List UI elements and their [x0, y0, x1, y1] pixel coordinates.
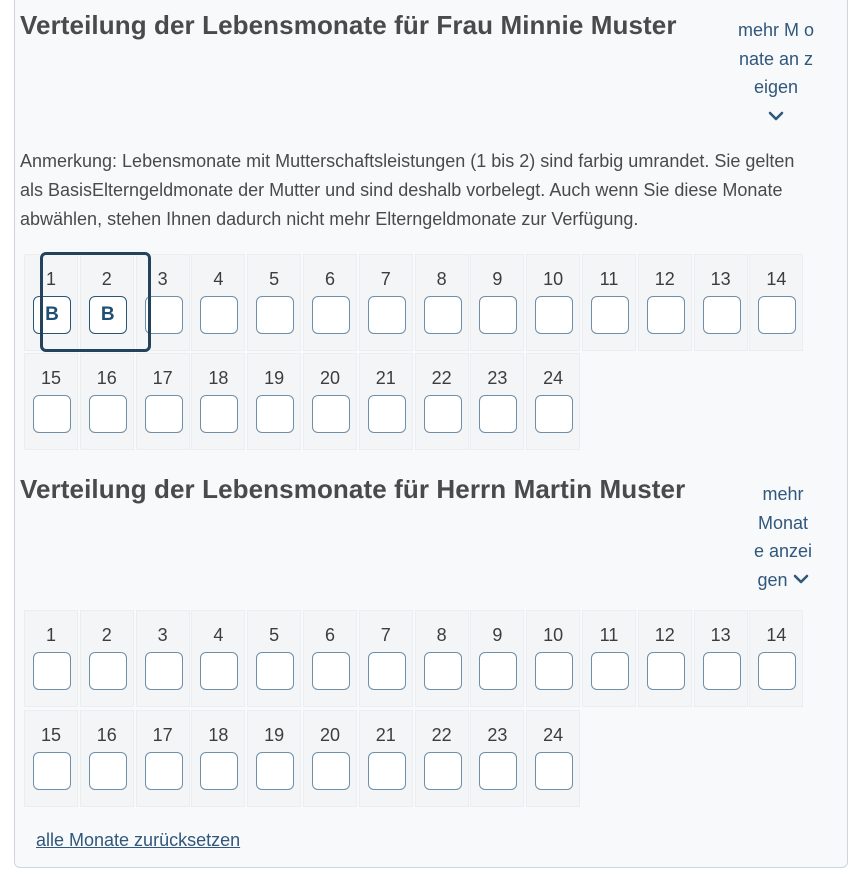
- mother-month-number: 4: [213, 269, 224, 289]
- father-month-cell: [80, 610, 134, 707]
- father-month-checkbox[interactable]: [535, 652, 573, 690]
- father-month-checkbox[interactable]: [479, 752, 517, 790]
- mother-month-number: 22: [431, 368, 452, 388]
- father-month-cell: [136, 710, 190, 807]
- father-month-number: 7: [380, 625, 391, 645]
- mother-month-cell: [80, 254, 134, 351]
- father-month-number: 11: [599, 625, 619, 645]
- father-month-checkbox[interactable]: [647, 652, 685, 690]
- father-month-number: 8: [436, 625, 447, 645]
- father-month-checkbox[interactable]: [33, 652, 71, 690]
- father-month-checkbox[interactable]: [591, 652, 629, 690]
- father-month-number: 4: [213, 625, 224, 645]
- father-month-cell: [136, 610, 190, 707]
- mother-month-cell: [24, 254, 78, 351]
- mother-month-cell: [749, 254, 803, 351]
- mother-month-number: 1: [45, 269, 56, 289]
- mother-month-number: 23: [487, 368, 508, 388]
- father-month-number: 20: [319, 725, 341, 745]
- father-month-cell: [359, 710, 413, 807]
- mother-month-checkbox[interactable]: [312, 395, 350, 433]
- mother-month-cell: [582, 254, 636, 351]
- father-month-cell: [303, 710, 357, 807]
- father-month-cell: [470, 610, 524, 707]
- father-month-cell: [470, 710, 524, 807]
- father-month-number: 14: [766, 625, 787, 645]
- father-month-number: 3: [157, 625, 168, 645]
- father-month-number: 9: [492, 625, 503, 645]
- mother-month-number: 6: [324, 269, 335, 289]
- father-month-checkbox[interactable]: [312, 752, 350, 790]
- mother-month-number: 8: [436, 269, 447, 289]
- father-month-cell: [415, 710, 469, 807]
- chevron-down-icon: [793, 573, 809, 585]
- mother-month-checkbox[interactable]: [479, 296, 517, 334]
- mother-month-cell: [359, 254, 413, 351]
- father-month-checkbox[interactable]: [479, 652, 517, 690]
- mother-month-number: 13: [710, 269, 731, 289]
- father-month-number: 22: [431, 725, 452, 745]
- father-month-cell: [526, 710, 580, 807]
- mother-month-cell: [303, 254, 357, 351]
- mother-month-number: 15: [40, 368, 62, 388]
- father-month-cell: [526, 610, 580, 707]
- father-month-number: 21: [375, 725, 396, 745]
- mother-month-cell: [80, 353, 134, 450]
- father-month-number: 24: [543, 725, 564, 745]
- mother-month-cell: [247, 353, 301, 450]
- mother-month-number: 7: [380, 269, 391, 289]
- father-month-checkbox[interactable]: [368, 652, 406, 690]
- mother-month-checkbox[interactable]: [89, 395, 127, 433]
- mother-month-cell: [415, 353, 469, 450]
- mother-month-checkbox[interactable]: [424, 296, 462, 334]
- father-month-checkbox[interactable]: [703, 652, 741, 690]
- mother-month-number: 20: [319, 368, 341, 388]
- father-month-checkbox[interactable]: [368, 752, 406, 790]
- mother-month-number: 10: [543, 269, 564, 289]
- mother-month-checkbox[interactable]: [535, 296, 573, 334]
- mother-month-cell: [247, 254, 301, 351]
- father-month-checkbox[interactable]: [145, 652, 183, 690]
- father-month-checkbox[interactable]: [312, 652, 350, 690]
- mother-month-checkbox[interactable]: [312, 296, 350, 334]
- mother-month-checkbox[interactable]: [424, 395, 462, 433]
- father-month-cell: [694, 610, 748, 707]
- father-month-cell: [638, 610, 692, 707]
- father-section-title: Verteilung der Lebensmonate für Herrn Martin Muster: [20, 474, 686, 504]
- mother-month-number: 17: [152, 368, 173, 388]
- father-month-checkbox[interactable]: [758, 652, 796, 690]
- father-more-months-toggle[interactable]: [738, 480, 828, 594]
- mother-month-checkbox[interactable]: [368, 395, 406, 433]
- father-month-cell: [80, 710, 134, 807]
- father-month-number: 18: [208, 725, 229, 745]
- father-month-number: 19: [264, 725, 285, 745]
- father-month-cell: [303, 610, 357, 707]
- reset-all-months-link[interactable]: alle Monate zurücksetzen: [36, 830, 241, 850]
- father-month-number: 5: [269, 625, 280, 645]
- father-more-months-text: mehr Monat e anzei gen: [753, 484, 813, 590]
- mother-month-cell: [136, 353, 190, 450]
- mother-month-number: 2: [101, 269, 112, 289]
- mother-month-checkbox[interactable]: [591, 296, 629, 334]
- father-month-number: 6: [324, 625, 335, 645]
- father-month-cell: [582, 610, 636, 707]
- father-month-cell: [191, 610, 245, 707]
- mother-month-number: 18: [208, 368, 229, 388]
- father-month-cell: [359, 610, 413, 707]
- mother-month-cell: [191, 254, 245, 351]
- father-month-checkbox[interactable]: [256, 652, 294, 690]
- mother-more-months-toggle[interactable]: [724, 16, 828, 130]
- father-month-cell: [247, 710, 301, 807]
- father-month-checkbox[interactable]: [424, 752, 462, 790]
- father-month-number: 10: [543, 625, 564, 645]
- mother-month-checkbox[interactable]: [200, 395, 238, 433]
- mother-month-number: 9: [492, 269, 503, 289]
- mother-month-cell: [470, 254, 524, 351]
- father-month-checkbox[interactable]: [145, 752, 183, 790]
- mother-month-number: 16: [96, 368, 117, 388]
- father-month-checkbox[interactable]: [535, 752, 573, 790]
- father-month-checkbox[interactable]: [256, 752, 294, 790]
- mother-month-cell: [470, 353, 524, 450]
- mother-month-checkbox[interactable]: B: [89, 296, 127, 334]
- father-month-number: 2: [101, 625, 112, 645]
- mother-month-cell: [415, 254, 469, 351]
- mother-more-months-label: mehr M onate an zeigen: [737, 20, 815, 97]
- mother-month-cell: [24, 353, 78, 450]
- mother-month-cell: [638, 254, 692, 351]
- mother-month-checkbox[interactable]: [200, 296, 238, 334]
- mother-month-cell: [303, 353, 357, 450]
- mother-month-checkbox[interactable]: [758, 296, 796, 334]
- father-month-number: 23: [487, 725, 508, 745]
- mother-month-number: 24: [543, 368, 564, 388]
- mother-month-number: 11: [599, 269, 619, 289]
- mother-section-title: Verteilung der Lebensmonate für Frau Minnie Muster: [20, 10, 677, 40]
- mother-month-checkbox[interactable]: [145, 395, 183, 433]
- mother-month-cell: [526, 353, 580, 450]
- father-month-cell: [415, 610, 469, 707]
- mother-month-cell: [191, 353, 245, 450]
- father-month-checkbox[interactable]: [89, 652, 127, 690]
- mother-month-number: 21: [375, 368, 396, 388]
- mother-month-checkbox[interactable]: [145, 296, 183, 334]
- mother-month-checkbox[interactable]: [535, 395, 573, 433]
- mother-month-checkbox[interactable]: [647, 296, 685, 334]
- mother-month-number: 19: [264, 368, 285, 388]
- father-month-cell: [247, 610, 301, 707]
- father-month-number: 17: [152, 725, 173, 745]
- mother-month-checkbox[interactable]: [256, 296, 294, 334]
- father-month-cell: [24, 610, 78, 707]
- mother-month-number: 5: [269, 269, 280, 289]
- mother-month-cell: [359, 353, 413, 450]
- mother-month-cell: [136, 254, 190, 351]
- mother-month-checkbox[interactable]: [33, 395, 71, 433]
- father-month-checkbox[interactable]: [424, 652, 462, 690]
- mother-month-number: 3: [157, 269, 168, 289]
- mother-month-number: 12: [654, 269, 675, 289]
- father-month-number: 15: [40, 725, 62, 745]
- chevron-down-icon: [768, 110, 784, 122]
- father-month-number: 16: [96, 725, 117, 745]
- father-month-cell: [24, 710, 78, 807]
- mother-month-checkbox[interactable]: [368, 296, 406, 334]
- father-month-checkbox[interactable]: [200, 652, 238, 690]
- mother-month-checkbox[interactable]: [703, 296, 741, 334]
- father-month-checkbox[interactable]: [89, 752, 127, 790]
- mother-month-cell: [694, 254, 748, 351]
- mother-month-checkbox[interactable]: B: [33, 296, 71, 334]
- father-month-checkbox[interactable]: [33, 752, 71, 790]
- father-more-months-label: [753, 480, 813, 594]
- mother-month-checkbox[interactable]: [479, 395, 517, 433]
- mother-month-checkbox[interactable]: [256, 395, 294, 433]
- father-month-checkbox[interactable]: [200, 752, 238, 790]
- father-month-number: 13: [710, 625, 731, 645]
- father-month-number: 12: [654, 625, 675, 645]
- father-month-number: 1: [45, 625, 56, 645]
- mother-month-number: 14: [766, 269, 787, 289]
- father-month-cell: [749, 610, 803, 707]
- father-month-cell: [191, 710, 245, 807]
- mother-month-cell: [526, 254, 580, 351]
- maternity-note: Anmerkung: Lebensmonate mit Mutterschaftsleistungen (1 bis 2) sind farbig umrandet. Sie gelten als BasisElterngeldmonate der Mutter und sind deshalb vorbelegt. Auch wenn Sie diese Monate abwählen, stehen Ihnen dadurch nicht mehr Elterngeldmonate zur Verfügung.: [20, 151, 795, 229]
